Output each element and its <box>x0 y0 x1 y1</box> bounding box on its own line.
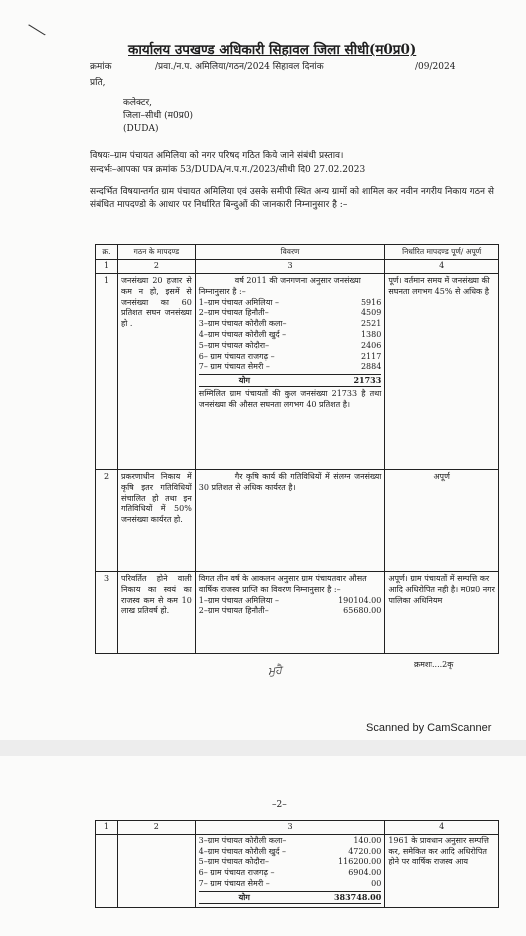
subject-line: विषयः–ग्राम पंचायत अमिलिया को नगर परिषद गठित किये जाने संबंधी प्रस्ताव। <box>90 151 344 161</box>
signature: ਮੁਹੈ <box>267 663 283 678</box>
col-num-3: 3 <box>195 260 385 274</box>
gp-value: 140.00 <box>353 835 382 845</box>
row1-criteria: जनसंख्या 20 हजार से कम न हो, इसमें से जनसंख्या का 60 प्रतिशत सघन जनसंख्या हो . <box>117 273 195 469</box>
total-value: 21733 <box>353 375 382 386</box>
gp-value: 2884 <box>360 362 382 372</box>
list-item <box>199 836 382 847</box>
population-list <box>199 298 382 374</box>
address-line-3: (DUDA) <box>123 124 159 134</box>
total-label: योग <box>238 375 251 386</box>
list-item <box>199 857 382 868</box>
list-item <box>199 596 382 607</box>
header-status: निर्धारित मापदण्ड पूर्ण/ अपूर्ण <box>385 245 499 260</box>
gp-name: 6– ग्राम पंचायत राजगढ़ – <box>198 351 275 361</box>
kramank-label: क्रमांक <box>90 62 112 72</box>
col-num-4: 4 <box>385 260 499 274</box>
gp-name: 4–ग्राम पंचायत कोरौली खुर्द – <box>198 846 287 856</box>
address-line-2: जिला–सीधी (म0प्र0) <box>123 111 194 121</box>
criteria-table <box>95 244 499 654</box>
revenue-list <box>199 596 382 618</box>
gp-value: 5916 <box>360 297 382 307</box>
gp-name: 7– ग्राम पंचायत सेमरी – <box>198 878 270 888</box>
row1-summary: सम्मिलित ग्राम पंचायतों की कुल जनसंख्या 21733 है तथा जनसंख्या की औसत सघनता लगभग 40 प्रतिशत है। <box>198 388 382 409</box>
gp-name: 2–ग्राम पंचायत हिनौती– <box>198 606 269 616</box>
scanner-watermark: Scanned by CamScanner <box>366 722 492 734</box>
list-item <box>199 847 382 858</box>
address-line-1: कलेक्टर, <box>123 98 152 108</box>
row1-status: पूर्ण। वर्तमान समय में जनसंख्या की सघनता लगभग 45% से अधिक है <box>385 273 499 469</box>
row2-details <box>195 469 385 571</box>
gp-value: 190104.00 <box>338 595 382 605</box>
row3-intro: विगत तीन वर्ष के आकलन अनुसार ग्राम पंचायतवार औसत वार्षिक राजस्व प्राप्ति का विवरण निम्नानुसार है :– <box>198 573 367 594</box>
gp-value: 4509 <box>360 308 382 318</box>
gp-name: 5–ग्राम पंचायत कोदौरा– <box>198 857 269 867</box>
list-item <box>199 606 382 617</box>
kramank-date: /09/2024 <box>415 62 456 72</box>
continuation-table <box>95 820 499 908</box>
gp-name: 3–ग्राम पंचायत कोरौली कला– <box>198 319 287 329</box>
row3-sr: 3 <box>96 571 118 653</box>
row1-sr: 1 <box>96 273 118 469</box>
gp-name: 7– ग्राम पंचायत सेमरी – <box>198 362 270 372</box>
gp-name: 6– ग्राम पंचायत राजगढ़ – <box>198 868 275 878</box>
list-item <box>199 879 382 890</box>
corner-mark: ⟍ <box>26 16 48 44</box>
table-header-row <box>96 245 499 260</box>
table-row <box>96 834 499 907</box>
gp-name: 4–ग्राम पंचायत कोरौली खुर्द – <box>198 329 287 339</box>
list-item <box>199 341 382 352</box>
gp-name: 1–ग्राम पंचायत अमिलिया – <box>198 595 279 605</box>
reference-line: सन्दर्भः–आपका पत्र क्रमांक 53/DUDA/न.प.ग./2023/सीधी दि0 27.02.2023 <box>90 165 366 175</box>
table-row <box>96 273 499 469</box>
row1-details <box>195 273 385 469</box>
gp-value: 00 <box>371 878 382 888</box>
page-number: –2– <box>272 800 287 810</box>
list-item <box>199 330 382 341</box>
prati-label: प्रति, <box>90 78 106 88</box>
header-criteria: गठन के मापदण्ड <box>117 245 195 260</box>
gp-value: 4720.00 <box>348 846 382 856</box>
gp-name: 2–ग्राम पंचायत हिनौती– <box>198 308 269 318</box>
kramank-reference: /प्रवा./न.प. अमिलिया/गठन/2024 सिहावल दिनांक <box>155 62 324 72</box>
row3-criteria: परिवर्तित होने वाली निकाय का स्वयं का राजस्व कम से कम 10 लाख प्रतिवर्ष हो. <box>117 571 195 653</box>
col-num-1: 1 <box>96 260 118 274</box>
header-details: विवरण <box>195 245 385 260</box>
gp-value: 2406 <box>360 340 382 350</box>
document-page-2 <box>0 756 526 936</box>
list-item <box>199 308 382 319</box>
column-number-row <box>96 260 499 274</box>
list-item <box>199 298 382 309</box>
col-num-3: 3 <box>195 821 385 835</box>
gp-value: 1380 <box>360 329 382 339</box>
table-row <box>96 469 499 571</box>
table-row <box>96 571 499 653</box>
gp-value: 2117 <box>360 351 382 361</box>
list-item <box>199 362 382 373</box>
next-page-note: क्रमशः....2कृ <box>414 660 454 669</box>
gp-name: 1–ग्राम पंचायत अमिलिया – <box>198 297 279 307</box>
gp-name: 5–ग्राम पंचायत कोदौरा– <box>198 340 270 350</box>
intro-paragraph: सन्दर्भित विषयान्तर्गत ग्राम पंचायत अमिलिया एवं उसके समीपी स्थित अन्य ग्रामों को शामिल कर नवीन नगरीय निकाय गठन से संबंधित मापदण्डो के आधार पर निर्धारित बिन्दुओं की जानकारी निम्नानुसार है :– <box>90 187 494 211</box>
gp-value: 116200.00 <box>338 857 382 867</box>
column-number-row <box>96 821 499 835</box>
col-num-2: 2 <box>117 821 195 835</box>
revenue-list-continued <box>199 836 382 890</box>
total-value: 383748.00 <box>333 891 382 902</box>
row2-desc: गैर कृषि कार्य की गतिविधियों में संलग्न जनसंख्या 30 प्रतिशत से अधिक कार्यरत है। <box>198 471 382 492</box>
list-item <box>199 352 382 363</box>
header-sr: क्र. <box>96 245 118 260</box>
row2-criteria: प्रकरणाधीन निकाय में कृषि इतर गतिविधियों संचालित हो तथा इन गतिविधियों में 50% जनसंख्या कार्यरत हो. <box>117 469 195 571</box>
row1-intro: वर्ष 2011 की जनगणना अनुसार जनसंख्या निम्नानुसार है :– <box>198 275 361 296</box>
col-num-4: 4 <box>385 821 499 835</box>
revenue-continued <box>195 834 385 907</box>
row2-sr: 2 <box>96 469 118 571</box>
row2-status: अपूर्ण <box>385 469 499 571</box>
revenue-total <box>199 891 382 904</box>
gp-value: 65680.00 <box>343 606 382 616</box>
gp-value: 2521 <box>360 319 382 329</box>
list-item <box>199 868 382 879</box>
col-num-2: 2 <box>117 260 195 274</box>
total-label: योग <box>238 891 250 902</box>
gp-value: 6904.00 <box>348 868 382 878</box>
row3-details <box>195 571 385 653</box>
gp-name: 3–ग्राम पंचायत कोरौली कला– <box>198 835 287 845</box>
list-item <box>199 319 382 330</box>
office-title: कार्यालय उपखण्ड अधिकारी सिहावल जिला सीधी(म0प्र0) <box>128 42 417 58</box>
status-continued: 1961 के प्रावधान अनुसार सम्पत्ति कर, समेकित कर आदि अधिरोपित होने पर वार्षिक राजस्व आय <box>385 834 499 907</box>
population-total <box>199 374 382 387</box>
row3-status: अपूर्ण। ग्राम पंचायतों में सम्पत्ति कर आदि अधिरोपित नही है। म0प्र0 नगर पालिका अधिनियम <box>385 571 499 653</box>
col-num-1: 1 <box>96 821 118 835</box>
